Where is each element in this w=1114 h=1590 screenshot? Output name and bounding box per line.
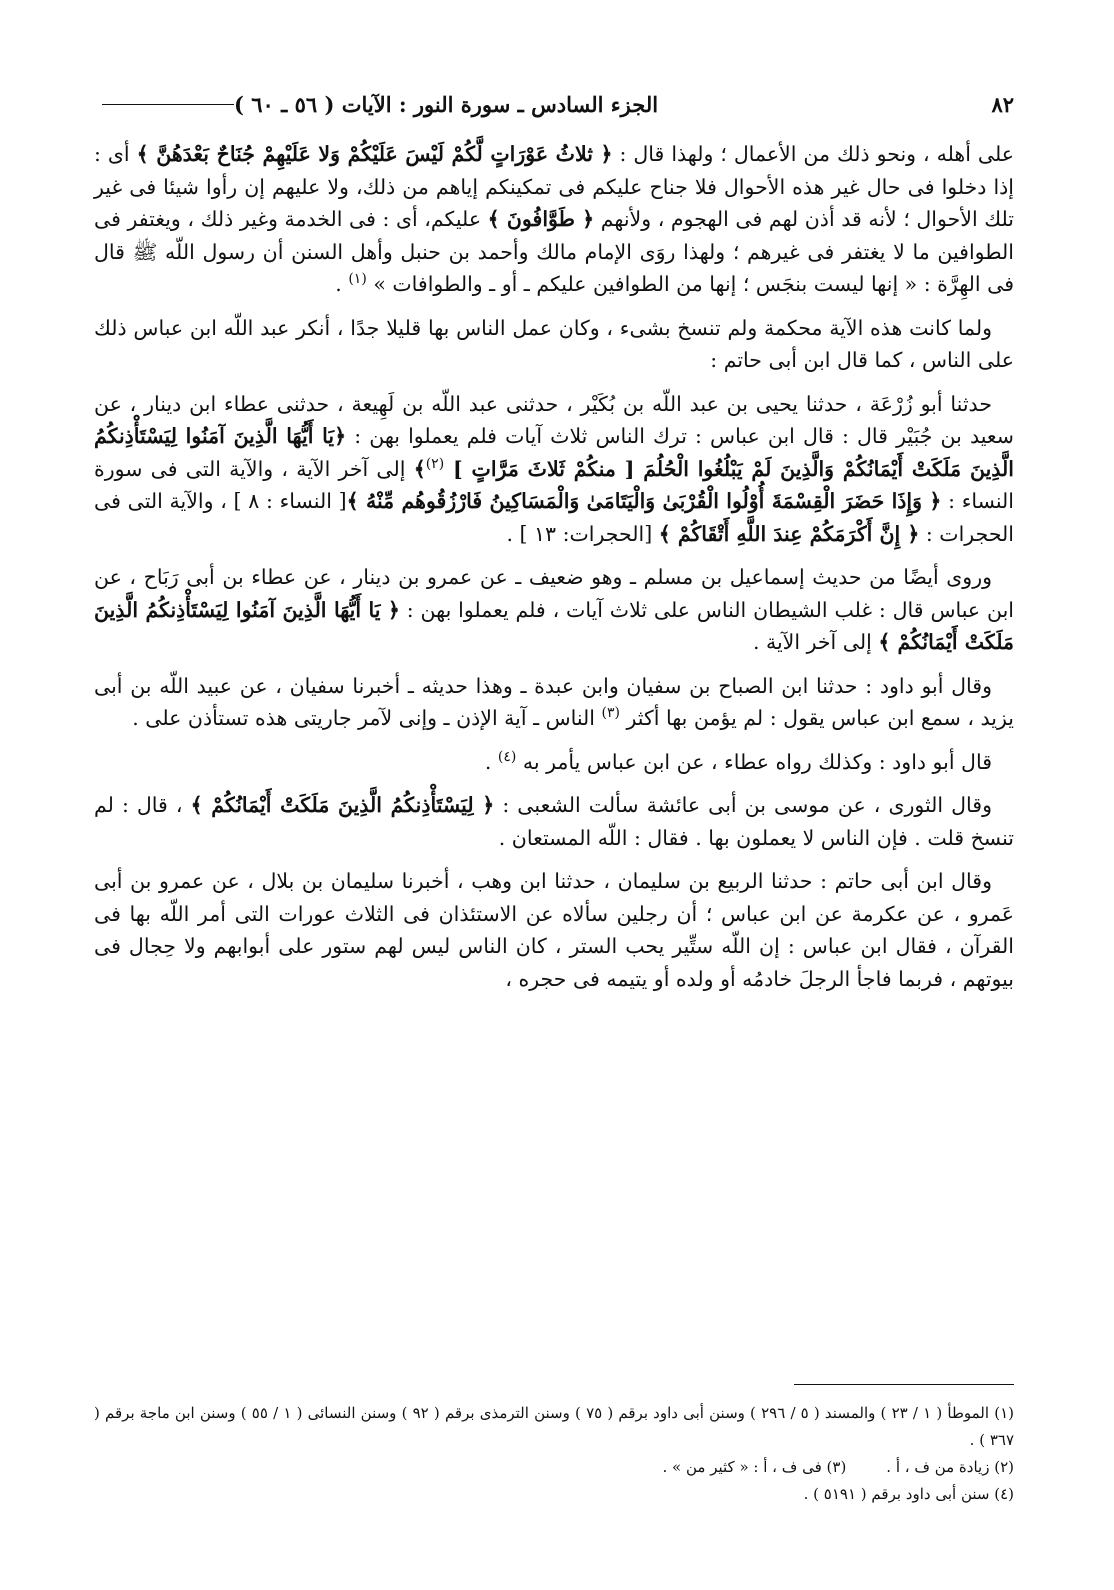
footnote-ref: (٤) bbox=[497, 748, 517, 765]
paragraph bbox=[94, 388, 1014, 551]
footnote-ref: (٣) bbox=[601, 705, 620, 722]
quran-verse: ﴿يَا أَيُّهَا الَّذِينَ آمَنُوا لِيَسْتَأْذِنكُمُ الَّذِينَ مَلَكَتْ أَيْمَانُكُمْ وَالَّذِينَ لَمْ يَبْلُغُوا الْحُلُمَ [ منكُمْ ثَلاثَ مَرَّاتٍ ] bbox=[94, 424, 1015, 481]
footnote-1: (١) الموطأ ( ١ / ٢٣ ) والمسند ( ٥ / ٢٩٦ ) وسنن أبى داود برقم ( ٧٥ ) وسنن الترمذى برقم ( ٩٢ ) وسنن النسائى ( ١ / ٥٥ ) وسنن ابن ماجة برقم ( ٣٦٧ ) . bbox=[94, 1404, 1014, 1449]
quran-verse: ﴿ لِيَسْتَأْذِنكُمُ الَّذِينَ مَلَكَتْ أَيْمَانُكُمْ ﴾ bbox=[190, 793, 495, 817]
book-page bbox=[94, 84, 1014, 1564]
text-run: . bbox=[484, 749, 498, 774]
text-run: [الحجرات: ١٣ ] . bbox=[506, 521, 659, 546]
text-run: [ النساء : ٨ ] ، والآية التى فى الحجرات : bbox=[94, 489, 1014, 546]
paragraph bbox=[94, 670, 1014, 735]
paragraph bbox=[94, 561, 1014, 659]
paragraph bbox=[94, 865, 1014, 995]
running-head-text: الجزء السادس ـ سورة النور : الآيات ( ٥٦ ـ ٦٠ ) bbox=[234, 91, 659, 117]
text-run: حدثنا أبو زُرْعَة ، حدثنا يحيى بن عبد اللّه بن بُكَيْر ، حدثنى عبد اللّه بن لَهِيعة ، حدثنى عطاء ابن دينار ، عن سعيد بن جُبَيْر قال : قال ابن عباس : ترك الناس ثلاث آيات فلم يعملوا بهن : bbox=[94, 391, 1014, 448]
main-text bbox=[94, 138, 1014, 995]
footnote-ref: (١) bbox=[348, 271, 367, 288]
text-run: على أهله ، ونحو ذلك من الأعمال ؛ ولهذا قال : bbox=[612, 142, 1014, 166]
text-run: إلى آخر الآية . bbox=[752, 630, 879, 654]
text-run: وروى أيضًا من حديث إسماعيل بن مسلم ـ وهو ضعيف ـ عن عمرو بن دينار ، عن عطاء بن أبى رَبَاح ، عن ابن عباس قال : غلب الشيطان الناس على ثلاث آيات ، فلم يعملوا بهن : bbox=[94, 565, 1014, 622]
text-run: وقال ابن أبى حاتم : حدثنا الربيع بن سليمان ، حدثنا ابن وهب ، أخبرنا سليمان بن بلال ، عن عمرو بن أبى عَمرو ، عن عكرمة عن ابن عباس ؛ أن رجلين سألاه عن الاستئذان فى الثلاث عورات التى أمر اللّه بها فى القرآن ، فقال ابن عباس : إن اللّه ستِّير يحب الستر ، كان الناس ليس لهم ستور على أبوابهم ولا حِجال فى بيوتهم ، فربما فاجأ الرجلَ خادمُه أو ولده أو يتيمه فى حجره ، bbox=[94, 869, 1014, 991]
text-run: . bbox=[335, 272, 349, 296]
footnote-2: (٢) زيادة من ف ، أ . bbox=[886, 1458, 1014, 1476]
paragraph bbox=[94, 789, 1014, 854]
text-run: وقال أبو داود : حدثنا ابن الصباح بن سفيان وابن عبدة ـ وهذا حديثه ـ أخبرنا سفيان ، عن عبيد اللّه بن أبى يزيد ، سمع ابن عباس يقول : لم يؤمن بها أكثر bbox=[94, 673, 1014, 730]
paragraph bbox=[94, 746, 1014, 779]
footnote-row bbox=[94, 1454, 1014, 1481]
footnotes bbox=[94, 1400, 1014, 1508]
quran-verse: ﴿ ثلاثُ عَوْرَاتٍ لَّكُمْ لَيْسَ عَلَيْكُمْ وَلا عَلَيْهِمْ جُنَاحٌ بَعْدَهُنَّ ﴾ bbox=[136, 142, 613, 166]
text-run: إلى آخر الآية ، والآية التى فى سورة النساء : bbox=[94, 456, 1014, 513]
quran-verse: ﴿ طَوَّافُونَ ﴾ bbox=[487, 207, 595, 231]
quran-verse: ﴿ إِنَّ أَكْرَمَكُمْ عِندَ اللَّهِ أَتْقَاكُمْ ﴾ bbox=[658, 521, 920, 546]
paragraph bbox=[94, 312, 1014, 377]
footnote-4: (٤) سنن أبى داود برقم ( ٥١٩١ ) . bbox=[803, 1485, 1014, 1503]
footnote-separator bbox=[794, 1384, 1014, 1385]
page-number: ٨٢ bbox=[991, 91, 1014, 117]
text-run: وقال الثورى ، عن موسى بن أبى عائشة سألت الشعبى : bbox=[494, 793, 992, 817]
paragraph bbox=[94, 138, 1014, 301]
text-run: ولما كانت هذه الآية محكمة ولم تنسخ بشىء ، وكان عمل الناس بها قليلا جدًا ، أنكر عبد اللّه ابن عباس ذلك على الناس ، كما قال ابن أبى حاتم : bbox=[94, 315, 1014, 372]
footnote-ref: (٢) bbox=[425, 455, 445, 472]
footnote-3: (٣) فى ف ، أ : « كثير من » . bbox=[662, 1458, 847, 1476]
text-run: الناس ـ آية الإذن ـ وإنى لآمر جاريتى هذه تستأذن على . bbox=[132, 706, 602, 730]
running-head bbox=[94, 92, 658, 117]
text-run: قال أبو داود : وكذلك رواه عطاء ، عن ابن عباس يأمر به bbox=[516, 749, 992, 774]
quran-verse: ﴿ وَإِذَا حَضَرَ الْقِسْمَةَ أُوْلُوا الْقُرْبَىٰ وَالْيَتَامَىٰ وَالْمَسَاكِينُ فَارْزُقُوهُم مِّنْهُ ﴾ bbox=[346, 489, 942, 513]
text-run: ، قال : لم تنسخ قلت . فإن الناس لا يعملون بها . فقال : اللّه المستعان . bbox=[94, 793, 1014, 850]
text-run: عليكم، أى : فى الخدمة وغير ذلك ، ويغتفر فى الطوافين ما لا يغتفر فى غيرهم ؛ ولهذا روَى الإمام مالك وأحمد بن حنبل وأهل السنن أن رسول اللّه ﷺ قال فى الهِرَّة : « إنها ليست بنجَس ؛ إنها من الطوافين عليكم ـ أو ـ والطوافات » bbox=[94, 207, 1014, 296]
header-rule bbox=[102, 104, 234, 105]
page-header bbox=[94, 84, 1014, 124]
quran-verse: ﴿ يَا أَيُّهَا الَّذِينَ آمَنُوا لِيَسْتَأْذِنكُمُ الَّذِينَ مَلَكَتْ أَيْمَانُكُمْ ﴾ bbox=[94, 597, 1014, 654]
text-run: أى : إذا دخلوا فى حال غير هذه الأحوال فلا جناح عليكم فى تمكينكم إياهم من ذلك، ولا عليهم إن رأوا شيئا فى غير تلك الأحوال ؛ لأنه قد أذن لهم فى الهجوم ، ولأنهم bbox=[94, 142, 1015, 231]
quran-verse: ﴾ bbox=[413, 456, 426, 481]
